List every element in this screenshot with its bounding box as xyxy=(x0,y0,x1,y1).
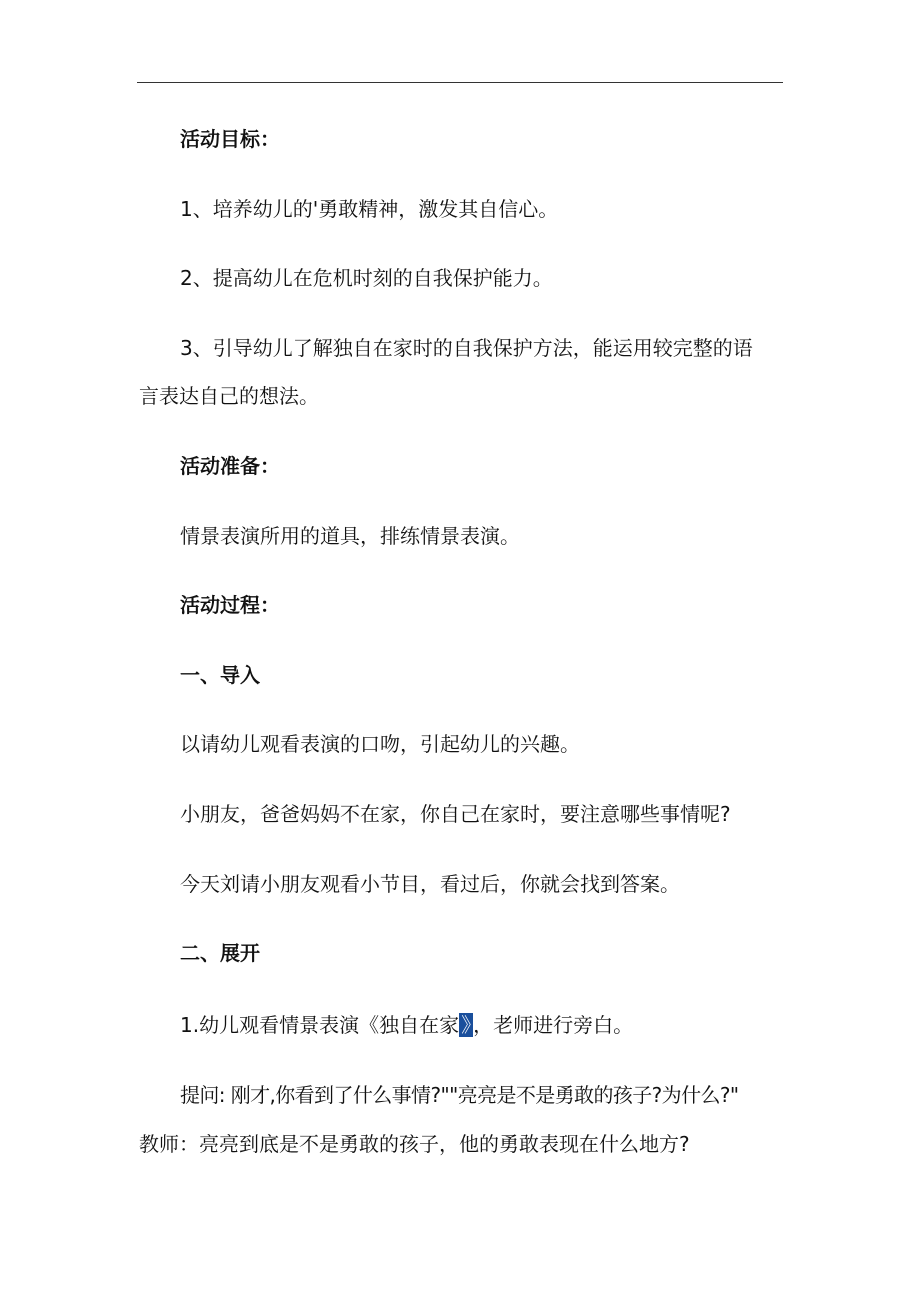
section-heading-introduction: 一、导入 xyxy=(180,663,260,687)
preparation-text: 情景表演所用的道具，排练情景表演。 xyxy=(180,524,520,548)
section-heading-development: 二、展开 xyxy=(180,941,260,965)
goal-item-2: 2、提高幼儿在危机时刻的自我保护能力。 xyxy=(180,266,553,290)
teacher-paragraph: 教师：亮亮到底是不是勇敢的孩子，他的勇敢表现在什么地方? xyxy=(139,1132,690,1156)
step-1-text-after: ，老师进行旁白。 xyxy=(473,1013,634,1037)
intro-paragraph-2: 小朋友，爸爸妈妈不在家，你自己在家时，要注意哪些事情呢? xyxy=(180,802,731,826)
step-1-paragraph xyxy=(180,1012,633,1038)
intro-paragraph-3: 今天刘请小朋友观看小节目，看过后，你就会找到答案。 xyxy=(180,872,680,896)
header-rule xyxy=(137,82,783,83)
goal-item-3-line-2: 言表达自己的想法。 xyxy=(139,384,319,408)
heading-activity-preparation: 活动准备： xyxy=(180,454,280,478)
question-paragraph: 提问: 刚才,你看到了什么事情?""亮亮是不是勇敢的孩子?为什么?" xyxy=(180,1083,739,1107)
heading-activity-goals: 活动目标： xyxy=(180,127,280,151)
goal-item-3-line-1: 3、引导幼儿了解独自在家时的自我保护方法，能运用较完整的语 xyxy=(180,336,753,360)
intro-paragraph-1: 以请幼儿观看表演的口吻，引起幼儿的兴趣。 xyxy=(180,732,580,756)
selected-text-highlight[interactable]: 》 xyxy=(461,1013,472,1037)
step-1-text-before: 1.幼儿观看情景表演《独自在家 xyxy=(180,1013,460,1037)
heading-activity-process: 活动过程： xyxy=(180,593,280,617)
goal-item-1: 1、培养幼儿的'勇敢精神，激发其自信心。 xyxy=(180,197,559,221)
